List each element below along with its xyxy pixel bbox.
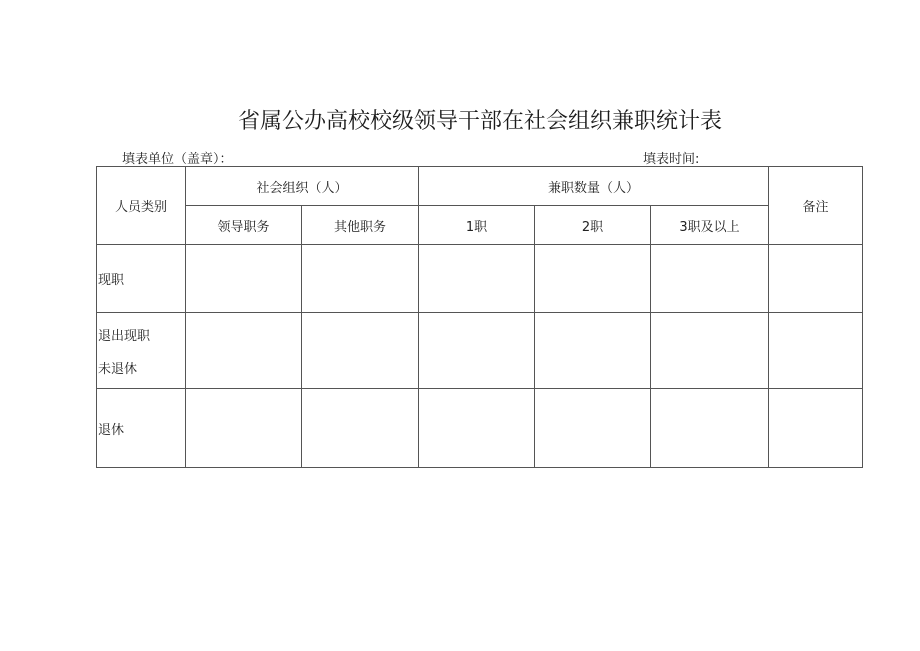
header-row-2 [97, 206, 863, 245]
cell-retired-three[interactable] [651, 389, 769, 468]
cell-current-other[interactable] [302, 245, 419, 313]
table-row-exited [97, 313, 863, 389]
cell-current-two[interactable] [535, 245, 651, 313]
header-concurrent-count: 兼职数量（人） [419, 167, 769, 206]
header-row-1 [97, 167, 863, 206]
header-person-type: 人员类别 [97, 167, 186, 245]
cell-exited-remarks[interactable] [769, 313, 863, 389]
cell-exited-leader[interactable] [186, 313, 302, 389]
row-label-current: 现职 [97, 245, 186, 313]
cell-exited-three[interactable] [651, 313, 769, 389]
row-label-retired: 退休 [97, 389, 186, 468]
header-three-plus-posts: 3职及以上 [651, 206, 769, 245]
cell-retired-leader[interactable] [186, 389, 302, 468]
cell-exited-two[interactable] [535, 313, 651, 389]
cell-retired-one[interactable] [419, 389, 535, 468]
header-one-post: 1职 [419, 206, 535, 245]
fill-time-label: 填表时间: [643, 152, 700, 167]
cell-current-three[interactable] [651, 245, 769, 313]
cell-retired-two[interactable] [535, 389, 651, 468]
header-remarks: 备注 [769, 167, 863, 245]
header-social-org: 社会组织（人） [186, 167, 419, 206]
row-label-exited [97, 313, 186, 389]
table-row-retired [97, 389, 863, 468]
statistics-table [96, 166, 863, 468]
page-title: 省属公办高校校级领导干部在社会组织兼职统计表 [237, 109, 722, 134]
cell-current-one[interactable] [419, 245, 535, 313]
header-two-posts: 2职 [535, 206, 651, 245]
cell-current-remarks[interactable] [769, 245, 863, 313]
row-label-exited-line2: 未退休 [98, 361, 138, 377]
cell-exited-one[interactable] [419, 313, 535, 389]
cell-exited-other[interactable] [302, 313, 419, 389]
header-other-post: 其他职务 [302, 206, 419, 245]
cell-retired-remarks[interactable] [769, 389, 863, 468]
cell-current-leader[interactable] [186, 245, 302, 313]
row-label-exited-line1: 退出现职 [98, 328, 151, 344]
header-leader-post: 领导职务 [186, 206, 302, 245]
table-row-current [97, 245, 863, 313]
cell-retired-other[interactable] [302, 389, 419, 468]
fill-unit-label: 填表单位（盖章）： [122, 152, 233, 167]
